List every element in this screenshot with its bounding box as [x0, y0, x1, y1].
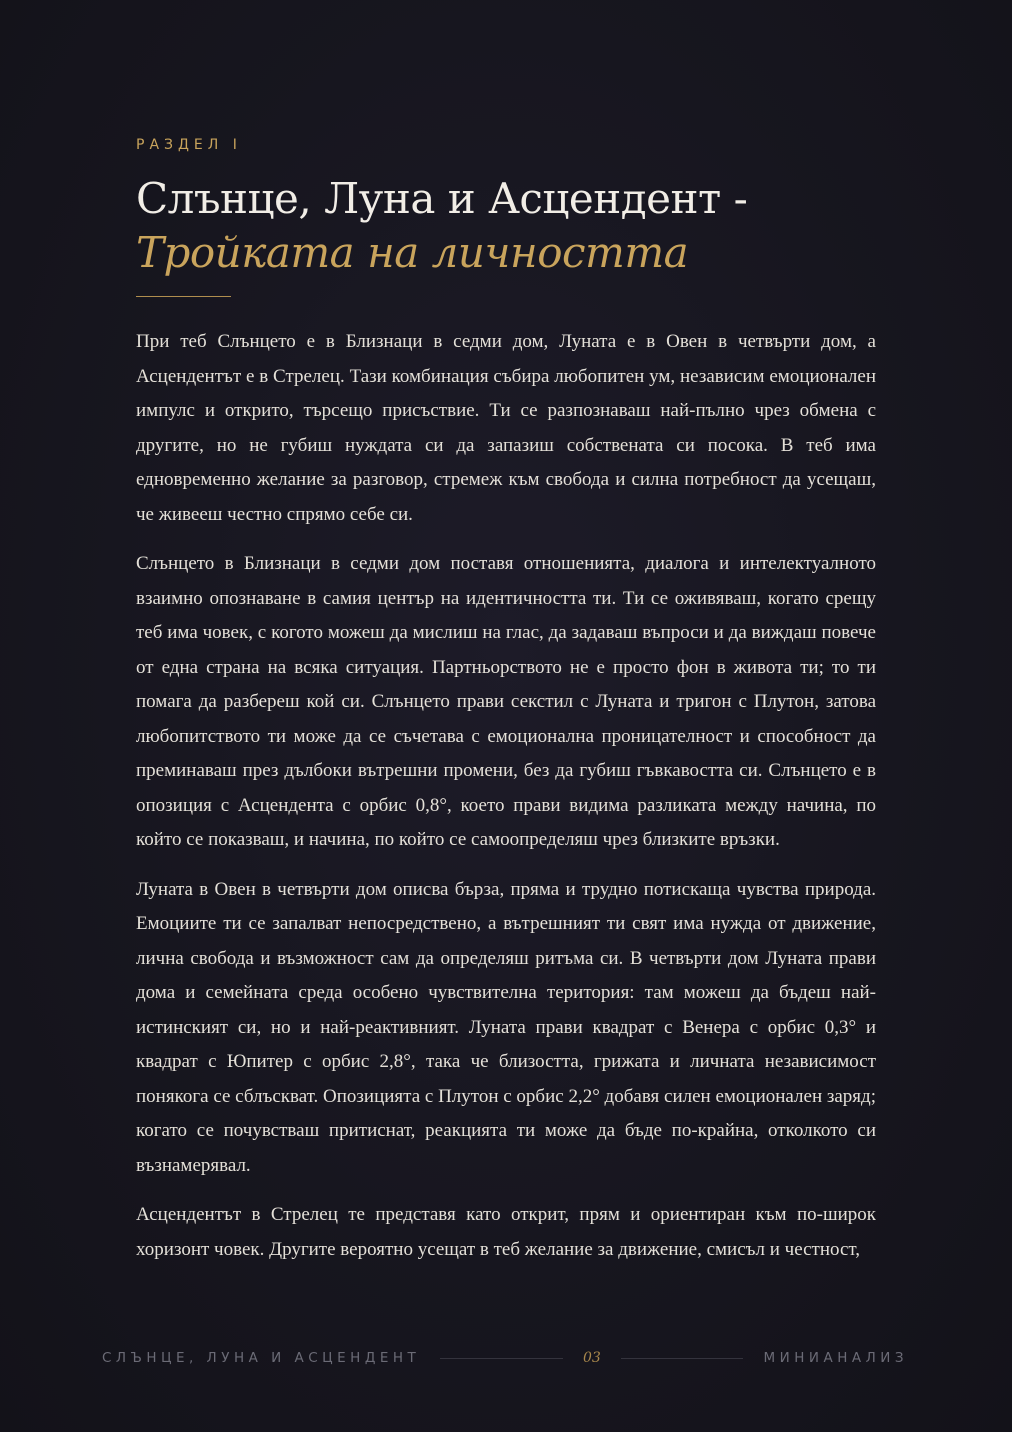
title-divider	[136, 296, 231, 297]
section-eyebrow: РАЗДЕЛ I	[136, 137, 242, 153]
footer-divider-right	[621, 1358, 744, 1359]
footer-divider-left	[440, 1358, 563, 1359]
paragraph-4: Асцендентът в Стрелец те представя като открит, прям и ориентиран към по-широк хоризонт човек. Другите вероятно усещат в теб желание за движение, смисъл и честност,	[136, 1204, 876, 1260]
footer-document-label: МИНИАНАЛИЗ	[763, 1350, 909, 1366]
section-title	[136, 172, 876, 280]
paragraph-2: Слънцето в Близнаци в седми дом поставя отношенията, диалога и интелектуалното взаимно опознаване в самия център на идентичността ти. Ти се оживяваш, когато срещу теб има човек, с когото можеш да мислиш на глас, да задаваш въпроси и да виждаш повече от една страна на всяка ситуация. Партньорството не е просто фон в живота ти; то ти помага да разбереш кой си. Слънцето прави секстил с Луната и тригон с Плутон, затова любопитството ти може да се съчетава с емоционална проницателност и способност да преминаваш през дълбоки вътрешни промени, без да губиш гъвкавостта си. Слънцето е в опозиция с Асцендента с орбис 0,8°, което прави видима разликата между начина, по който се показваш, и начина, по който се самоопределяш чрез близките връзки.	[136, 553, 876, 850]
section-title-accent: Тройката на личността	[136, 228, 689, 277]
section-title-main: Слънце, Луна и Асцендент -	[136, 174, 748, 223]
page-footer	[102, 1346, 908, 1370]
footer-section-label: СЛЪНЦЕ, ЛУНА И АСЦЕНДЕНТ	[102, 1350, 421, 1366]
paragraph-1: При теб Слънцето е в Близнаци в седми дом, Луната е в Овен в четвърти дом, а Асцендентът е в Стрелец. Тази комбинация събира любопитен ум, независим емоционален импулс и открито, търсещо присъствие. Ти се разпознаваш най-пълно чрез обмена с другите, но не губиш нуждата си да запазиш собствената си посока. В теб има едновременно желание за разговор, стремеж към свобода и силна потребност да усещаш, че живееш честно спрямо себе си.	[136, 331, 876, 525]
body-text	[136, 325, 876, 1267]
footer-page-number: 03	[582, 1350, 601, 1366]
section-content	[136, 132, 876, 1282]
paragraph-3: Луната в Овен в четвърти дом описва бърза, пряма и трудно потискаща чувства природа. Емоциите ти се запалват непосредствено, а вътрешният ти свят има нужда от движение, лична свобода и възможност сам да определяш ритъма си. В четвърти дом Луната прави дома и семейната среда особено чувствителна територия: там можеш да бъдеш най-истинският си, но и най-реактивният. Луната прави квадрат с Венера с орбис 0,3° и квадрат с Юпитер с орбис 2,8°, така че близостта, грижата и личната независимост понякога се сблъскват. Опозицията с Плутон с орбис 2,2° добавя силен емоционален заряд; когато се почувстваш притиснат, реакцията ти може да бъде по-крайна, отколкото си възнамерявал.	[136, 878, 876, 1176]
